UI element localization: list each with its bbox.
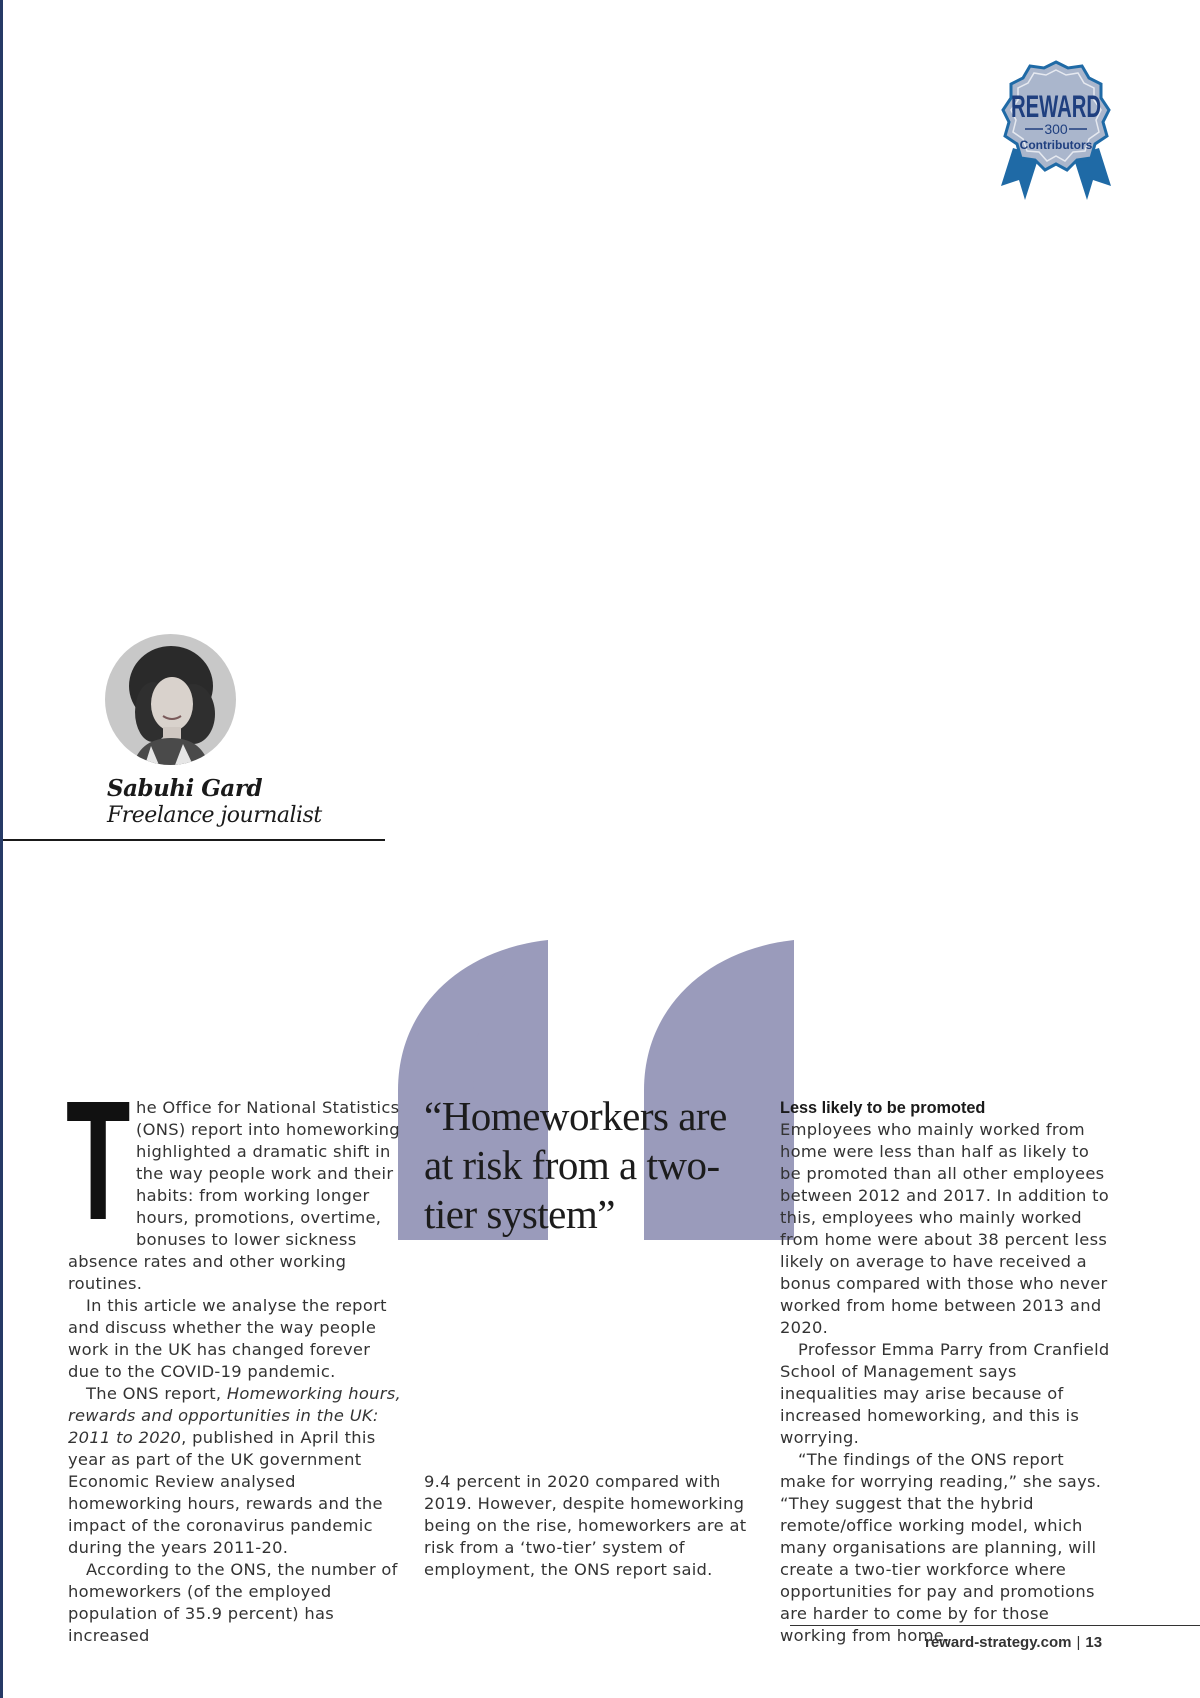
footer-divider bbox=[790, 1625, 1200, 1626]
article-column-3 bbox=[780, 1097, 1110, 1647]
reward-300-badge bbox=[995, 60, 1117, 205]
badge-subtitle: Contributors bbox=[1019, 138, 1093, 152]
article-column-1 bbox=[66, 1066, 405, 1647]
author-name: Sabuhi Gard bbox=[107, 775, 263, 802]
article-intro-paragraph bbox=[66, 1066, 405, 1295]
drop-cap: T bbox=[66, 1066, 131, 1256]
paragraph-text: , published in April this year as part of the UK government Economic Review analysed homeworking hours, rewards and the impact of the coronavirus pandemic during the years 2011-20. bbox=[68, 1428, 383, 1557]
author-role: Freelance journalist bbox=[107, 803, 322, 828]
article-paragraph: Professor Emma Parry from Cranfield School of Management says inequalities may arise because of increased homeworking, and this is worrying. bbox=[780, 1340, 1110, 1447]
article-paragraph: In this article we analyse the report and discuss whether the way people work in the UK has changed forever due to the COVID-19 pandemic. bbox=[68, 1296, 387, 1381]
footer-separator: | bbox=[1076, 1634, 1081, 1651]
page-edge-rule bbox=[0, 0, 3, 1698]
article-column-2 bbox=[424, 1471, 761, 1581]
pull-quote: “Homeworkers are at risk from a two-tier system” bbox=[424, 1093, 727, 1237]
footer-site-link[interactable]: reward-strategy.com bbox=[925, 1634, 1072, 1651]
page-number: 13 bbox=[1085, 1634, 1103, 1651]
article-paragraph: 9.4 percent in 2020 compared with 2019. However, despite homeworking being on the rise, homeworkers are at risk from a ‘two-tier’ system of employment, the ONS report said. bbox=[424, 1472, 747, 1579]
report-title: Homeworking hours, rewards and opportunities in the UK: 2011 to 2020 bbox=[68, 1384, 402, 1447]
paragraph-text: The ONS report, bbox=[86, 1384, 227, 1403]
page-footer bbox=[925, 1634, 1102, 1651]
author-avatar bbox=[105, 634, 236, 765]
badge-title: REWARD bbox=[1011, 88, 1101, 125]
article-paragraph bbox=[68, 1383, 405, 1559]
badge-graphic bbox=[995, 60, 1117, 205]
article-paragraph: According to the ONS, the number of homeworkers (of the employed population of 35.9 percent) has increased bbox=[68, 1560, 398, 1645]
article-paragraph: “The findings of the ONS report make for worrying reading,” she says. “They suggest that the hybrid remote/office working model, which many organisations are planning, will create a two-tier workforce where opportunities for pay and promotions are harder to come by for those working from home. bbox=[780, 1450, 1102, 1645]
badge-number: 300 bbox=[1044, 121, 1068, 137]
author-divider bbox=[3, 839, 385, 841]
intro-text: he Office for National Statistics (ONS) report into homeworking highlighted a dramatic shift in the way people work and their habits: from working longer hours, promotions, overtime, bonuses to lower sickness absence rates and other working routines. bbox=[68, 1098, 400, 1293]
author-photo bbox=[105, 634, 236, 765]
article-paragraph: Employees who mainly worked from home were less than half as likely to be promoted than all other employees between 2012 and 2017. In addition to this, employees who mainly worked from home were about 38 percent less likely on average to have received a bonus compared with those who never worked from home between 2013 and 2020. bbox=[780, 1120, 1110, 1337]
section-heading: Less likely to be promoted bbox=[780, 1099, 986, 1117]
